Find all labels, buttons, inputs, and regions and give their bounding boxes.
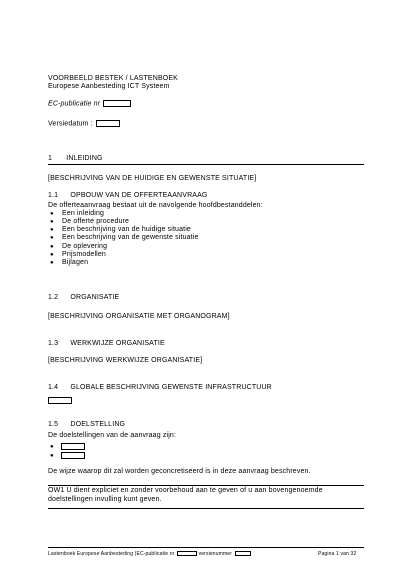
version-date-label: Versiedatum : [48, 120, 93, 128]
list-item: Prijsmodellen [62, 251, 106, 258]
section-1-3-heading [48, 340, 165, 348]
section-1-2-number: 1.2 [48, 294, 59, 301]
section-1-4-title: GLOBALE BESCHRIJVING GEWENSTE INFRASTRUCTUUR [70, 384, 272, 391]
bullet-icon: ● [50, 453, 54, 459]
section-1-2-placeholder: [BESCHRIJVING ORGANISATIE MET ORGANOGRAM] [48, 313, 230, 320]
requirement-note-line-1: OW1 U dient expliciet en zonder voorbehoud aan te geven of u aan bovengenoemde [48, 487, 323, 494]
infrastructure-field[interactable] [48, 397, 72, 404]
section-1-2-title: ORGANISATIE [70, 294, 120, 301]
goal-field-1[interactable] [61, 443, 85, 450]
section-1-title: INLEIDING [66, 155, 103, 162]
version-date-field[interactable] [96, 120, 120, 127]
section-1-3-number: 1.3 [48, 340, 59, 347]
section-1-number: 1 [48, 155, 53, 162]
bullet-icon: ● [50, 227, 54, 233]
section-1-1-title: OPBOUW VAN DE OFFERTEAANVRAAG [70, 192, 208, 199]
section-1-4-heading [48, 384, 272, 392]
section-1-1-heading [48, 192, 208, 200]
list-item: Bijlagen [62, 259, 89, 266]
list-item: Een beschrijving van de huidige situatie [62, 226, 191, 233]
bullet-icon: ● [50, 252, 54, 258]
requirement-note-line-2: doelstellingen invulling kunt geven. [48, 496, 162, 503]
version-date-line [48, 120, 120, 128]
footer-rule [48, 547, 364, 548]
goal-field-2[interactable] [61, 452, 85, 459]
section-1-5-title: DOELSTELLING [70, 421, 126, 428]
ec-publication-field[interactable] [103, 100, 131, 107]
footer-version-label: versienummer [198, 551, 233, 557]
footer-left-label: Lastenboek Europese Aanbesteding (EC-publicatie nr [48, 551, 175, 557]
section-1-3-title: WERKWIJZE ORGANISATIE [70, 340, 165, 347]
footer-version-field[interactable] [235, 551, 251, 556]
ec-publication-line [48, 100, 131, 108]
section-1-5-closing: De wijze waarop dit zal worden geconcretiseerd is in deze aanvraag beschreven. [48, 468, 311, 475]
section-1-5-heading [48, 421, 125, 429]
footer-ec-field[interactable] [177, 551, 197, 556]
document-subtitle: Europese Aanbesteding ICT Systeem [48, 83, 170, 90]
section-1-4-number: 1.4 [48, 384, 59, 391]
bullet-icon: ● [50, 211, 54, 217]
list-item: Een inleiding [62, 210, 105, 217]
section-1-placeholder: [BESCHRIJVING VAN DE HUIDIGE EN GEWENSTE SITUATIE] [48, 175, 257, 182]
section-1-5-intro: De doelstellingen van de aanvraag zijn: [48, 432, 177, 439]
footer-left [48, 551, 251, 557]
ec-publication-label: EC-publicatie nr [48, 100, 101, 108]
list-item: De offerte procedure [62, 218, 130, 225]
section-1-rule [48, 164, 364, 165]
section-1-1-intro: De offerteaanvraag bestaat uit de navolgende hoofdbestanddelen: [48, 202, 263, 209]
footer-page-number: Pagina 1 van 32 [318, 551, 357, 557]
document-title: VOORBEELD BESTEK / LASTENBOEK [48, 75, 179, 82]
section-1-3-placeholder: [BESCHRIJVING WERKWIJZE ORGANISATIE] [48, 357, 203, 364]
bullet-icon: ● [50, 219, 54, 225]
bullet-icon: ● [50, 444, 54, 450]
section-1-heading [48, 155, 103, 163]
bullet-icon: ● [50, 260, 54, 266]
section-1-1-number: 1.1 [48, 192, 59, 199]
section-1-5-number: 1.5 [48, 421, 59, 428]
bullet-icon: ● [50, 244, 54, 250]
list-item: Een beschrijving van de gewenste situatie [62, 234, 199, 241]
list-item: De oplevering [62, 243, 108, 250]
section-1-2-heading [48, 294, 119, 302]
bullet-icon: ● [50, 235, 54, 241]
